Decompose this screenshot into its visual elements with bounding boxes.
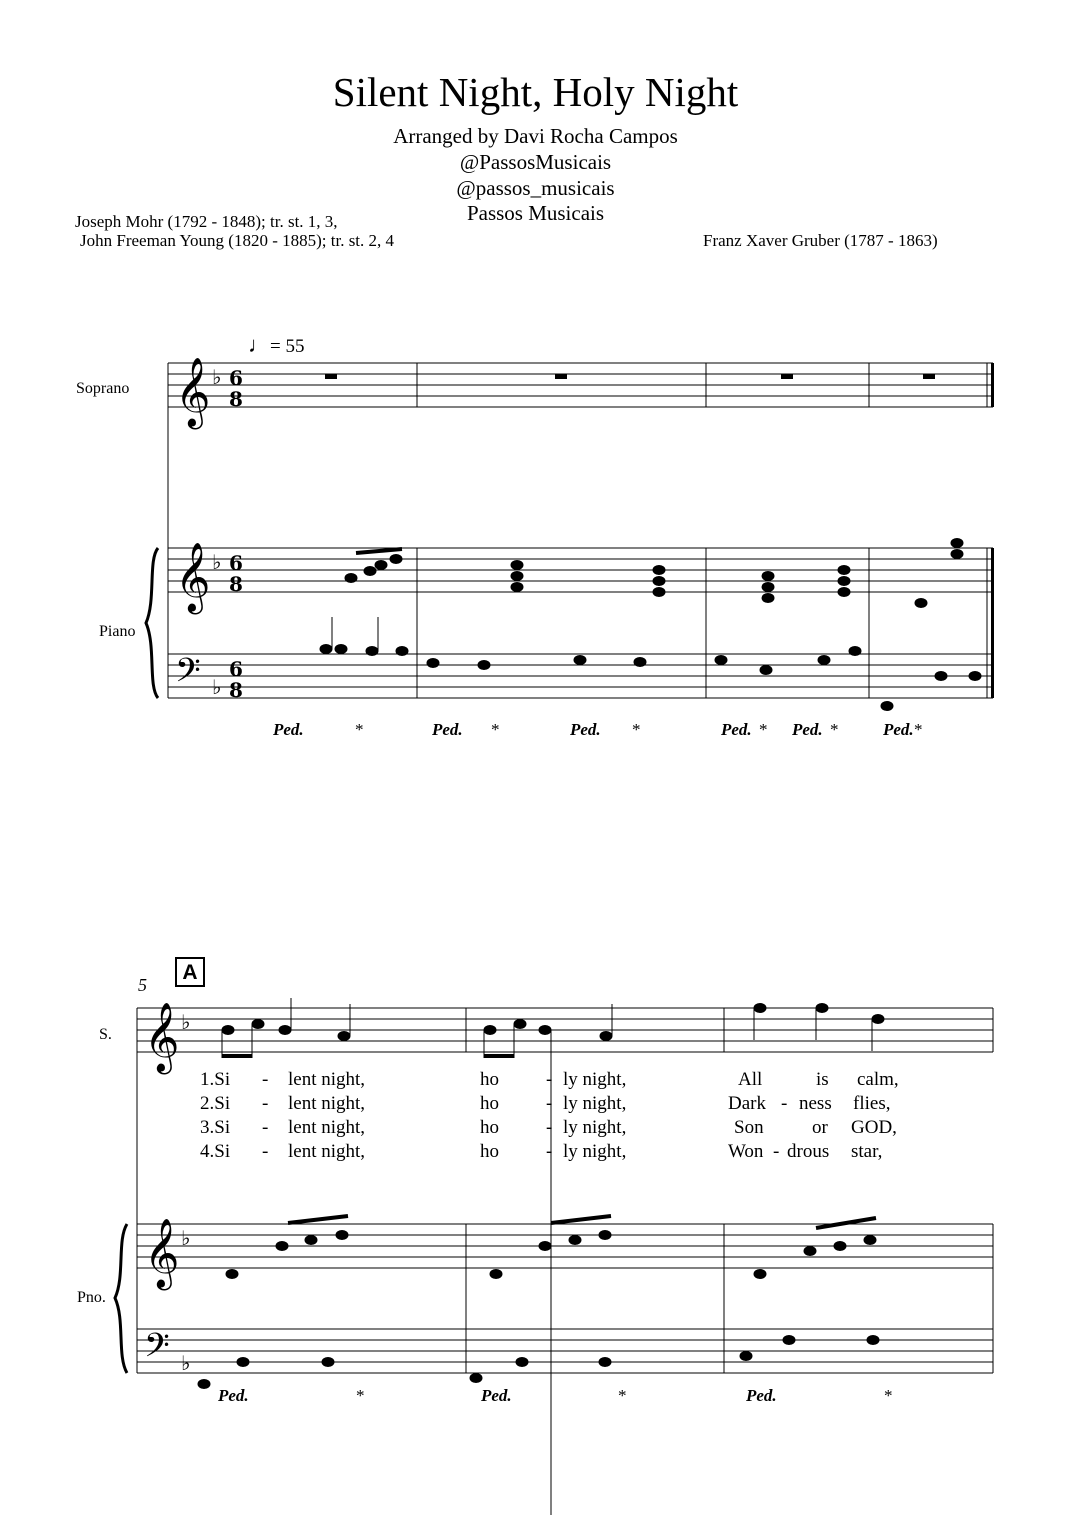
lyric-v2-lent-night: lent night,	[288, 1093, 366, 1114]
lyric-v4-hyphen-3: -	[773, 1141, 780, 1162]
tempo-marking: ♩= 55	[248, 332, 305, 357]
pedal-up-1: *	[355, 720, 364, 739]
svg-text:8: 8	[229, 678, 243, 702]
svg-text:6: 6	[229, 366, 243, 390]
lyric-v3-hyphen-2: -	[546, 1117, 553, 1138]
pedal-up-5: *	[830, 720, 839, 739]
pedal-down-2: Ped.	[432, 720, 463, 739]
flat-icon: ♭	[181, 1351, 191, 1375]
pedal-up-6: *	[914, 720, 923, 739]
lyric-v4-ly-night: ly night,	[563, 1141, 627, 1162]
lyric-v1-all: All	[738, 1069, 763, 1090]
lyric-v1-is: is	[816, 1069, 829, 1090]
lyric-v4-si: 4.Si	[200, 1141, 231, 1162]
lyric-v2-ho: ho	[480, 1093, 499, 1114]
measure-number: 5	[138, 975, 147, 995]
piano-label: Piano	[99, 623, 136, 640]
treble-clef-icon: 𝄞	[144, 1002, 180, 1072]
pedal-down-5: Ped.	[792, 720, 823, 739]
pedal-up-9: *	[884, 1386, 893, 1405]
lyric-v3-ho: ho	[480, 1117, 499, 1138]
lyricist-line-2: John Freeman Young (1820 - 1885); tr. st. 2, 4	[80, 231, 395, 250]
lyric-v4-drous: drous	[787, 1141, 830, 1162]
handle-line-2: @passos_musicais	[456, 176, 615, 200]
handle-line-1: @PassosMusicais	[459, 150, 612, 174]
piano-bass-staff-2	[137, 1329, 993, 1373]
soprano-staff-2	[137, 1008, 993, 1052]
flat-icon: ♭	[181, 1010, 191, 1034]
composer-credit: Franz Xaver Gruber (1787 - 1863)	[703, 231, 938, 250]
pedal-down-1: Ped.	[273, 720, 304, 739]
lyric-v2-ness: ness	[799, 1093, 832, 1114]
score-title: Silent Night, Holy Night	[332, 69, 739, 115]
pedal-down-7: Ped.	[218, 1386, 249, 1405]
lyric-v3-ly-night: ly night,	[563, 1117, 627, 1138]
flat-icon: ♭	[212, 365, 222, 389]
soprano-label: Soprano	[76, 380, 130, 397]
pedal-up-2: *	[491, 720, 500, 739]
lyric-v3-son: Son	[734, 1117, 764, 1138]
treble-clef-icon: 𝄞	[144, 1218, 180, 1288]
piano-short-label: Pno.	[77, 1289, 106, 1306]
lyric-v3-hyphen: -	[262, 1117, 269, 1138]
lyric-v2-flies: flies,	[853, 1093, 891, 1114]
lyric-v2-hyphen-3: -	[781, 1093, 788, 1114]
svg-text:6: 6	[229, 551, 243, 575]
rehearsal-mark: A	[175, 957, 205, 987]
lyric-v4-lent-night: lent night,	[288, 1141, 366, 1162]
pedal-up-3: *	[632, 720, 641, 739]
lyric-v1-lent-night: lent night,	[288, 1069, 366, 1090]
treble-clef-icon: 𝄞	[175, 542, 211, 612]
lyric-v1-ly-night: ly night,	[563, 1069, 627, 1090]
piano-brace-1	[146, 548, 158, 698]
pedal-up-7: *	[356, 1386, 365, 1405]
lyricist-line-1: Joseph Mohr (1792 - 1848); tr. st. 1, 3,	[75, 212, 338, 231]
lyric-v3-or: or	[812, 1117, 828, 1138]
lyric-v3-god: GOD,	[851, 1117, 897, 1138]
treble-clef-icon: 𝄞	[175, 357, 211, 427]
flat-icon: ♭	[212, 550, 222, 574]
lyric-v3-si: 3.Si	[200, 1117, 231, 1138]
lyric-v4-ho: ho	[480, 1141, 499, 1162]
lyric-v4-won: Won	[728, 1141, 764, 1162]
svg-text:8: 8	[229, 387, 243, 411]
publisher-line: Passos Musicais	[466, 201, 605, 225]
svg-text:6: 6	[229, 657, 243, 681]
pedal-down-3: Ped.	[570, 720, 601, 739]
soprano-short-label: S.	[99, 1026, 112, 1043]
lyric-v2-hyphen-2: -	[546, 1093, 553, 1114]
lyric-v3-lent-night: lent night,	[288, 1117, 366, 1138]
lyric-v4-hyphen-2: -	[546, 1141, 553, 1162]
lyric-v1-si: 1.Si	[200, 1069, 231, 1090]
bass-clef-icon: 𝄢	[144, 1327, 170, 1373]
flat-icon: ♭	[181, 1226, 191, 1250]
lyric-v2-dark: Dark	[728, 1093, 766, 1114]
pedal-down-9: Ped.	[746, 1386, 777, 1405]
lyric-v2-si: 2.Si	[200, 1093, 231, 1114]
flat-icon: ♭	[212, 675, 222, 699]
lyric-v1-hyphen: -	[262, 1069, 269, 1090]
bass-clef-icon: 𝄢	[175, 652, 201, 698]
svg-text:8: 8	[229, 572, 243, 596]
lyric-v1-calm: calm,	[857, 1069, 899, 1090]
piano-treble-staff-2	[137, 1224, 993, 1268]
lyric-v1-hyphen-2: -	[546, 1069, 553, 1090]
lyric-v1-ho: ho	[480, 1069, 499, 1090]
pedal-down-8: Ped.	[481, 1386, 512, 1405]
lyric-v2-hyphen: -	[262, 1093, 269, 1114]
lyric-v4-hyphen: -	[262, 1141, 269, 1162]
lyric-v4-star: star,	[851, 1141, 883, 1162]
lyric-v2-ly-night: ly night,	[563, 1093, 627, 1114]
pedal-down-4: Ped.	[721, 720, 752, 739]
quarter-note-icon: ♩	[248, 332, 270, 357]
arranger-line: Arranged by Davi Rocha Campos	[393, 124, 678, 148]
pedal-up-4: *	[759, 720, 768, 739]
pedal-up-8: *	[618, 1386, 627, 1405]
pedal-down-6: Ped.	[883, 720, 914, 739]
piano-brace-2	[115, 1224, 127, 1373]
